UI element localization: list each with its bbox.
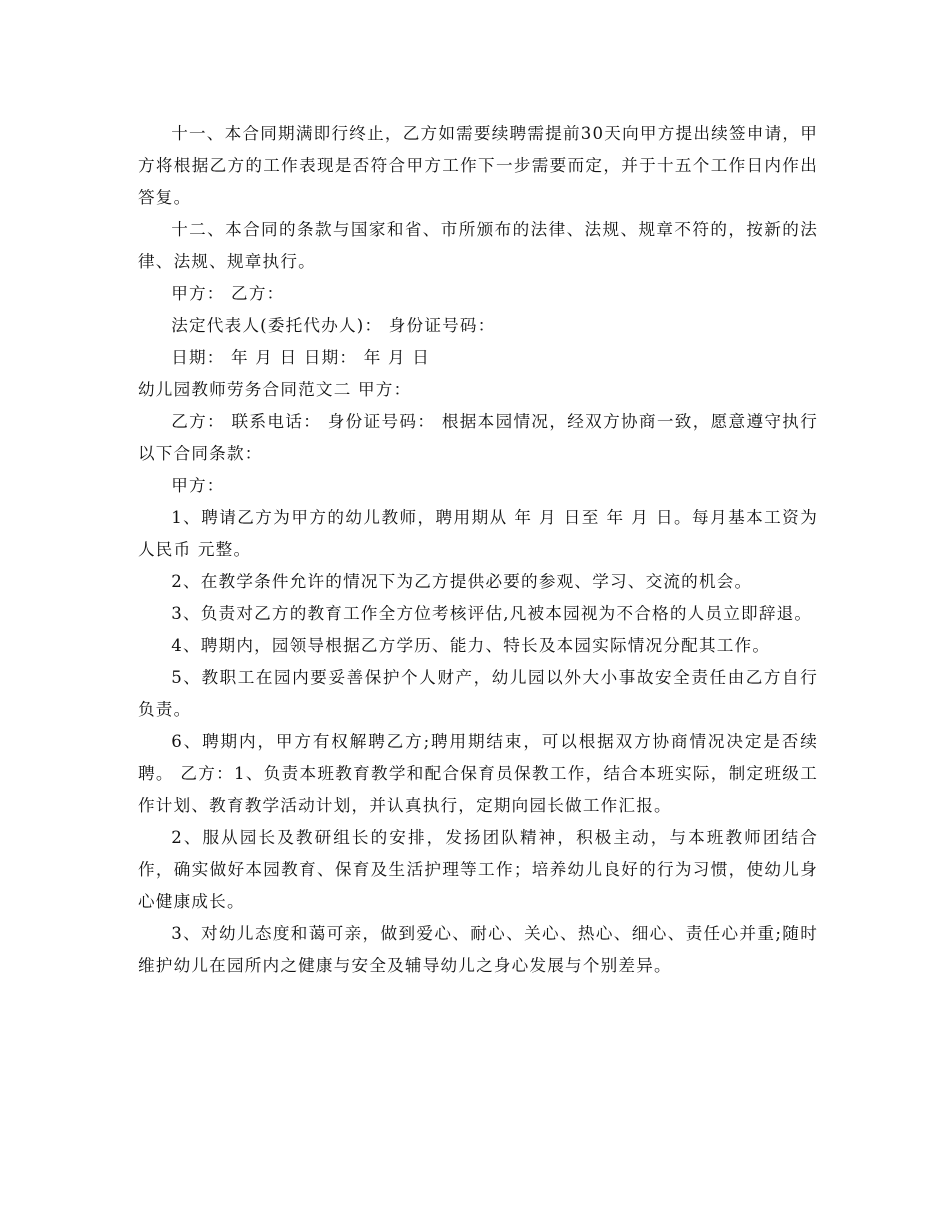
party-a-item-2: 2、在教学条件允许的情况下为乙方提供必要的参观、学习、交流的机会。 [171, 572, 753, 591]
document-body [138, 118, 818, 982]
party-b-item-3: 3、对幼儿态度和蔼可亲，做到爱心、耐心、关心、热心、细心、责任心并重;随时维护幼儿在园所内之健康与安全及辅导幼儿之身心发展与个别差异。 [138, 924, 818, 975]
clause-11: 十一、本合同期满即行终止，乙方如需要续聘需提前30天向甲方提出续签申请，甲方将根据乙方的工作表现是否符合甲方工作下一步需要而定，并于十五个工作日内作出答复。 [138, 124, 818, 207]
party-a-item-4: 4、聘期内，园领导根据乙方学历、能力、特长及本园实际情况分配其工作。 [171, 636, 771, 655]
contract-two-title: 幼儿园教师劳务合同范文二 甲方： [138, 380, 412, 399]
party-a-heading: 甲方： [171, 476, 225, 495]
party-a-item-1: 1、聘请乙方为甲方的幼儿教师，聘用期从 年 月 日至 年 月 日。每月基本工资为人民币 元整。 [138, 508, 818, 559]
clause-12: 十二、本合同的条款与国家和省、市所颁布的法律、法规、规章不符的，按新的法律、法规、规章执行。 [138, 220, 818, 271]
signature-dates: 日期： 年 月 日 日期： 年 月 日 [171, 348, 431, 367]
signature-representative: 法定代表人(委托代办人)： 身份证号码： [171, 316, 496, 335]
party-b-item-2: 2、服从园长及教研组长的安排，发扬团队精神，积极主动，与本班教师团结合作，确实做好本园教育、保育及生活护理等工作；培养幼儿良好的行为习惯，使幼儿身心健康成长。 [138, 828, 818, 911]
party-a-item-6: 6、聘期内，甲方有权解聘乙方;聘用期结束，可以根据双方协商情况决定是否续聘。 乙方：1、负责本班教育教学和配合保育员保教工作，结合本班实际，制定班级工作计划、教育教学活动计划，并认真执行，定期向园长做工作汇报。 [138, 732, 818, 815]
party-a-item-3: 3、负责对乙方的教育工作全方位考核评估,凡被本园视为不合格的人员立即辞退。 [171, 604, 813, 623]
party-a-item-5: 5、教职工在园内要妥善保护个人财产，幼儿园以外大小事故安全责任由乙方自行负责。 [138, 668, 818, 719]
contract-two-intro: 乙方： 联系电话： 身份证号码： 根据本园情况，经双方协商一致，愿意遵守执行以下合同条款： [138, 412, 818, 463]
signature-parties: 甲方： 乙方： [171, 284, 285, 303]
